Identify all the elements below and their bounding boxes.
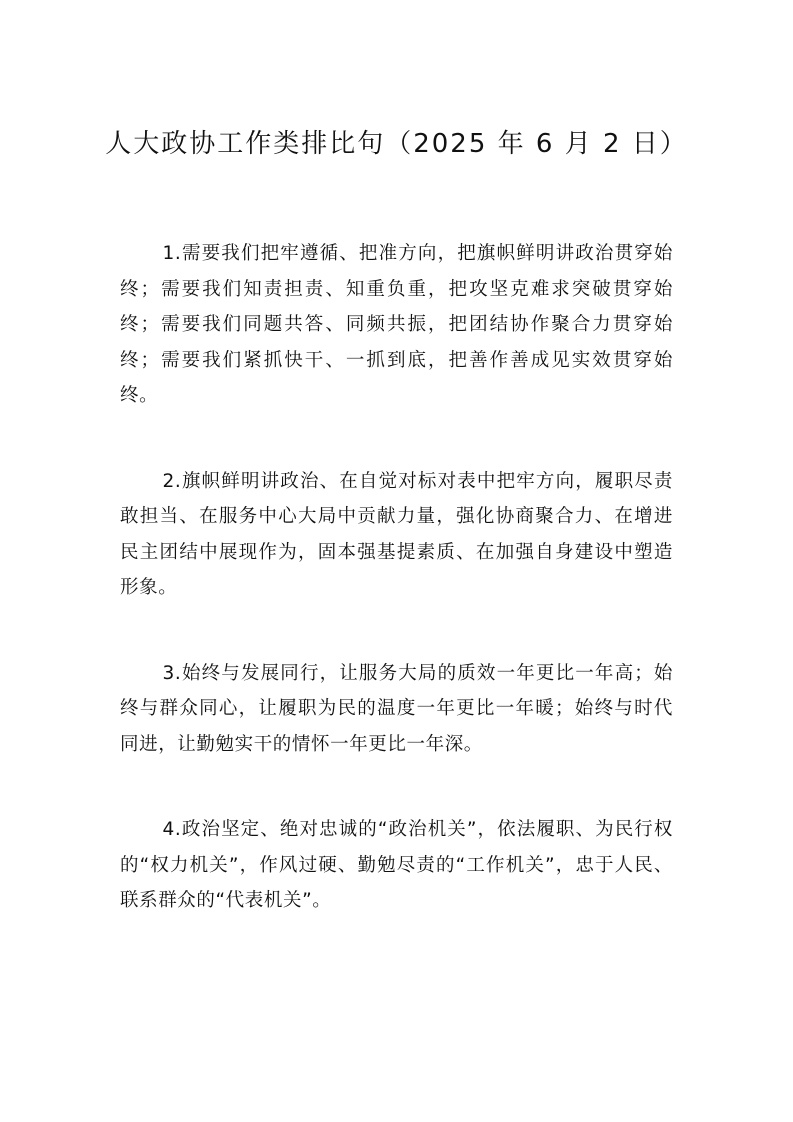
document-body <box>120 236 673 969</box>
paragraph-3: 3.始终与发展同行，让服务大局的质效一年更比一年高；始终与群众同心，让履职为民的温度一年更比一年暖；始终与时代同进，让勤勉实干的情怀一年更比一年深。 <box>120 662 673 755</box>
paragraph-2: 2.旗帜鲜明讲政治、在自觉对标对表中把牢方向，履职尽责敢担当、在服务中心大局中贡献力量，强化协商聚合力、在增进民主团结中展现作为，固本强基提素质、在加强自身建设中塑造形象。 <box>120 470 673 598</box>
paragraph-1: 1.需要我们把牢遵循、把准方向，把旗帜鲜明讲政治贯穿始终；需要我们知责担责、知重负重，把攻坚克难求突破贯穿始终；需要我们同题共答、同频共振，把团结协作聚合力贯穿始终；需要我们紧抓快干、一抓到底，把善作善成见实效贯穿始终。 <box>120 243 673 406</box>
paragraph-4: 4.政治坚定、绝对忠诚的“政治机关”，依法履职、为民行权的“权力机关”，作风过硬、勤勉尽责的“工作机关”，忠于人民、联系群众的“代表机关”。 <box>120 819 673 911</box>
document-title: 人大政协工作类排比句（2025 年 6 月 2 日） <box>105 129 688 159</box>
